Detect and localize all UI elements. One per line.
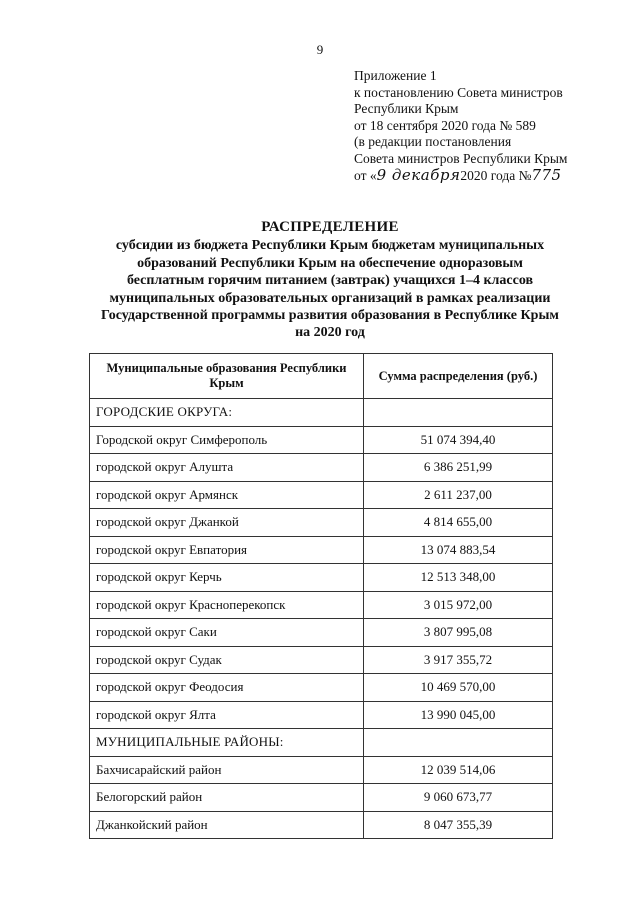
title-line: образований Республики Крым на обеспечение одноразовым [137, 255, 523, 271]
municipality-name: Городской округ Симферополь [90, 426, 364, 454]
table-header-row [90, 354, 553, 399]
annex-line: от 18 сентября 2020 года № 589 [354, 117, 536, 133]
municipality-name: Джанкойский район [90, 811, 364, 839]
section-label: ГОРОДСКИЕ ОКРУГА: [90, 399, 364, 427]
table-row [90, 646, 553, 674]
table-row [90, 784, 553, 812]
annex-line: Республики Крым [354, 101, 459, 117]
sum-value: 10 469 570,00 [364, 674, 553, 702]
municipality-name: городской округ Армянск [90, 481, 364, 509]
municipality-name: городской округ Ялта [90, 701, 364, 729]
table-body [90, 399, 553, 839]
annex-date-mid: 2020 года № [460, 167, 532, 183]
annex-line: Совета министров Республики Крым [354, 150, 568, 166]
title-line: бесплатным горячим питанием (завтрак) учащихся 1–4 классов [126, 273, 534, 289]
municipality-name: городской округ Керчь [90, 564, 364, 592]
sum-value [364, 399, 553, 427]
table-section-row [90, 399, 553, 427]
title-main: РАСПРЕДЕЛЕНИЕ [261, 219, 399, 235]
sum-value: 51 074 394,40 [364, 426, 553, 454]
annex-date-prefix: от « [354, 167, 377, 183]
municipality-name: городской округ Саки [90, 619, 364, 647]
sum-value: 12 039 514,06 [364, 756, 553, 784]
annex-line: Приложение 1 [354, 68, 437, 83]
sum-value: 9 060 673,77 [364, 784, 553, 812]
table-row [90, 811, 553, 839]
table-row [90, 564, 553, 592]
municipality-name: городской округ Джанкой [90, 509, 364, 537]
title-line: Государственной программы развития образования в Республике Крым [101, 308, 559, 324]
municipality-name: городской округ Алушта [90, 454, 364, 482]
header-municipality: Муниципальные образования Республики Крым [90, 354, 364, 399]
annex-block [354, 68, 624, 184]
sum-value: 13 074 883,54 [364, 536, 553, 564]
sum-value: 2 611 237,00 [364, 481, 553, 509]
sum-value: 4 814 655,00 [364, 509, 553, 537]
page-number: 9 [316, 42, 324, 57]
municipality-name: городской округ Евпатория [90, 536, 364, 564]
sum-value: 3 807 995,08 [364, 619, 553, 647]
title-line: муниципальных образовательных организаций в рамках реализации [109, 290, 551, 306]
municipality-name: городской округ Судак [90, 646, 364, 674]
sum-value: 13 990 045,00 [364, 701, 553, 729]
title-line: на 2020 год [295, 325, 365, 341]
header-sum: Сумма распределения (руб.) [364, 354, 553, 399]
table-section-row [90, 729, 553, 757]
table-row [90, 536, 553, 564]
sum-value: 12 513 348,00 [364, 564, 553, 592]
sum-value: 6 386 251,99 [364, 454, 553, 482]
distribution-table [89, 353, 553, 839]
table-row [90, 701, 553, 729]
table-row [90, 426, 553, 454]
handwritten-number: 775 [531, 165, 562, 184]
sum-value: 3 917 355,72 [364, 646, 553, 674]
municipality-name: городской округ Красноперекопск [90, 591, 364, 619]
section-label: МУНИЦИПАЛЬНЫЕ РАЙОНЫ: [90, 729, 364, 757]
annex-date-line [354, 165, 624, 185]
title-line: субсидии из бюджета Республики Крым бюджетам муниципальных [115, 238, 545, 254]
municipality-name: городской округ Феодосия [90, 674, 364, 702]
annex-line: к постановлению Совета министров [354, 84, 563, 100]
table-row [90, 619, 553, 647]
annex-line: (в редакции постановления [354, 134, 512, 150]
document-title [80, 219, 580, 342]
sum-value: 8 047 355,39 [364, 811, 553, 839]
municipality-name: Бахчисарайский район [90, 756, 364, 784]
handwritten-date: 9 декабря [376, 165, 461, 184]
sum-value [364, 729, 553, 757]
table-row [90, 509, 553, 537]
table-row [90, 756, 553, 784]
sum-value: 3 015 972,00 [364, 591, 553, 619]
table-row [90, 454, 553, 482]
municipality-name: Белогорский район [90, 784, 364, 812]
table-row [90, 481, 553, 509]
table-row [90, 591, 553, 619]
table-row [90, 674, 553, 702]
